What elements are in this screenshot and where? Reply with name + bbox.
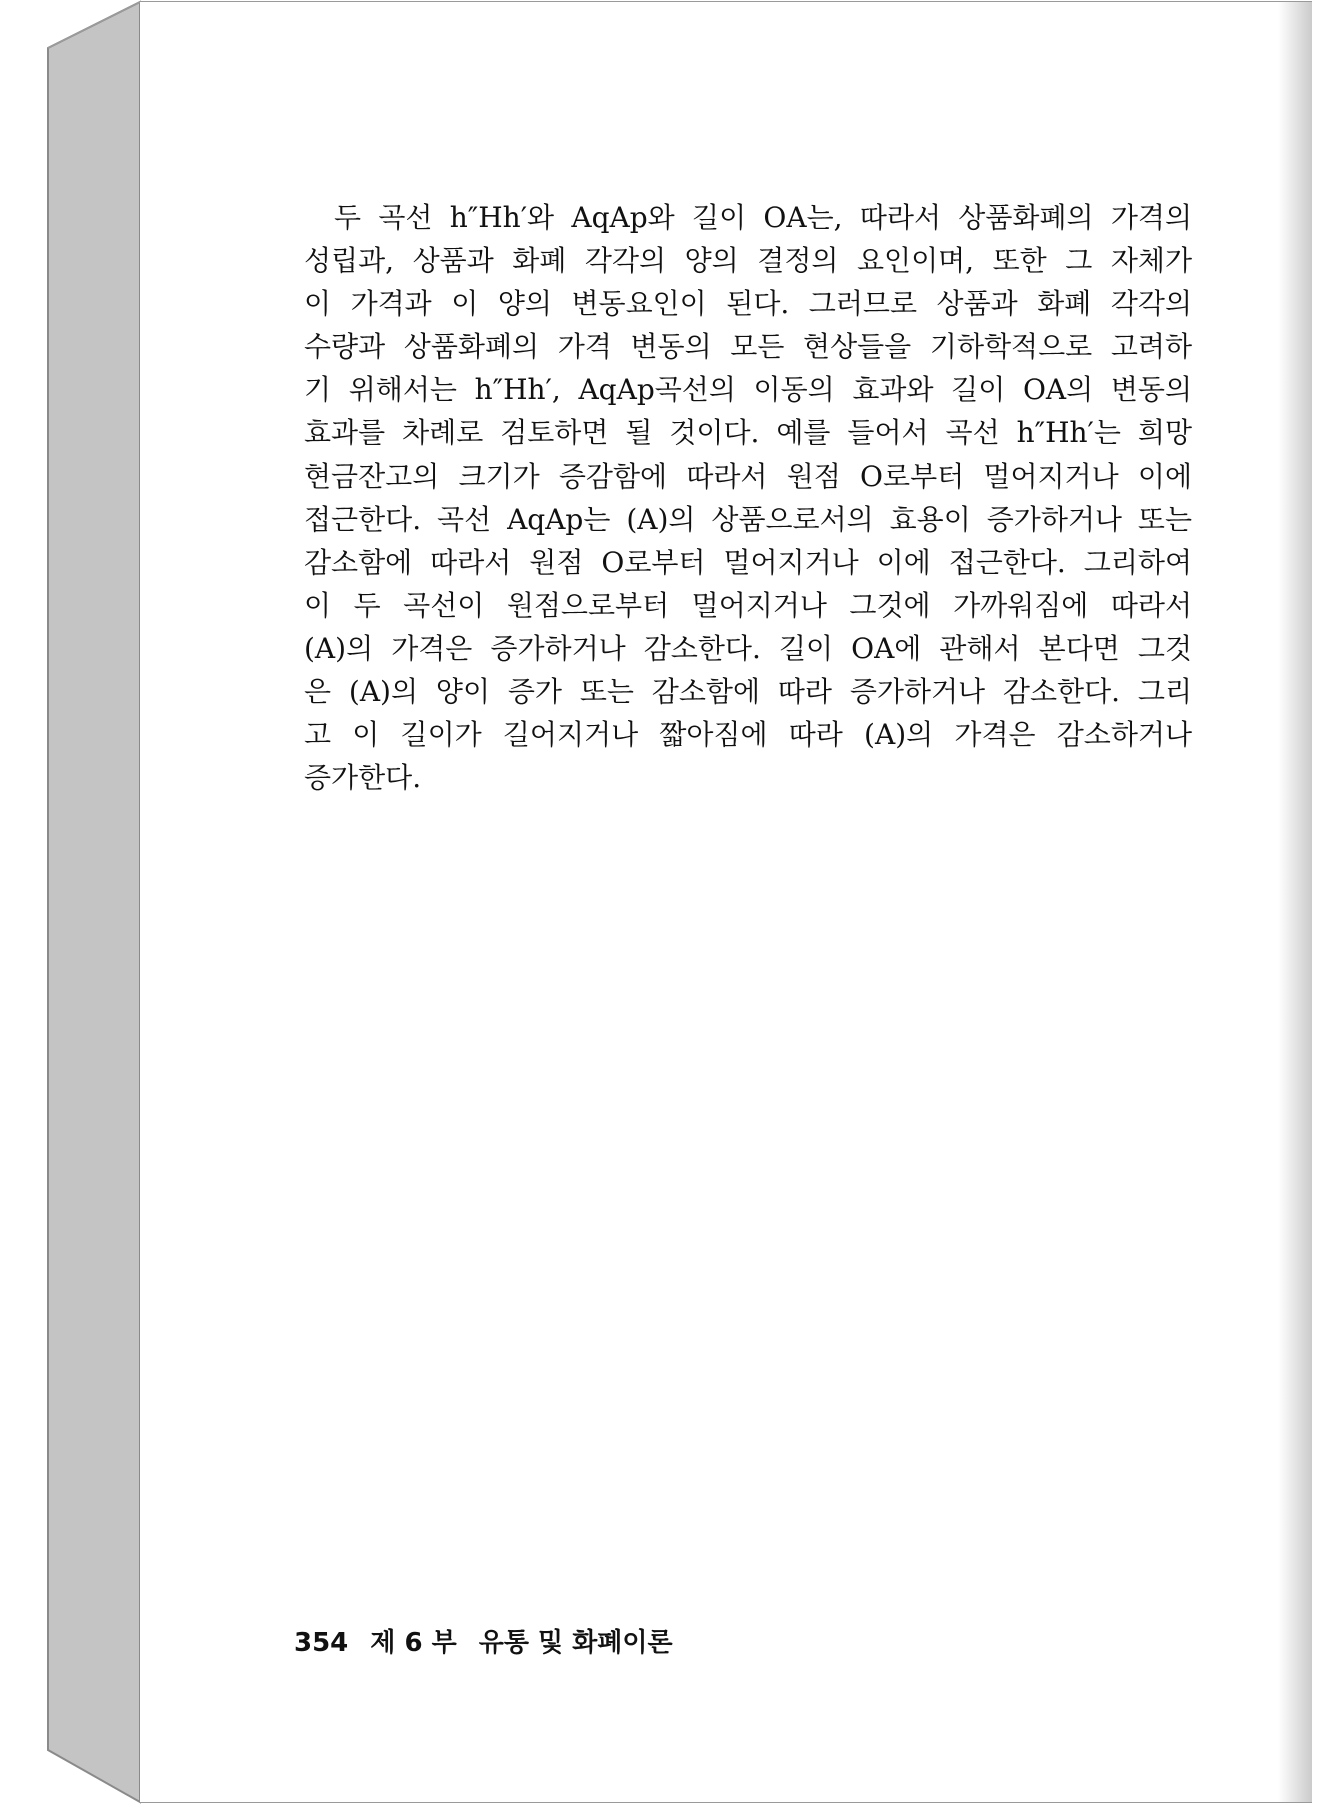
page-edge-shadow bbox=[1278, 2, 1312, 1802]
text-line: 증가한다. bbox=[304, 761, 422, 795]
text-line: 이 가격과 이 양의 변동요인이 된다. 그러므로 상품과 화폐 각각의 bbox=[304, 287, 1192, 321]
page-footer bbox=[294, 1622, 695, 1659]
body-paragraph bbox=[304, 196, 1192, 799]
part-title: 유통 및 화폐이론 bbox=[478, 1628, 673, 1658]
text-line: 현금잔고의 크기가 증감함에 따라서 원점 O로부터 멀어지거나 이에 bbox=[304, 459, 1192, 493]
text-line: 은 (A)의 양이 증가 또는 감소함에 따라 증가하거나 감소한다. 그리 bbox=[304, 675, 1192, 709]
text-line: (A)의 가격은 증가하거나 감소한다. 길이 OA에 관해서 본다면 그것 bbox=[304, 631, 1192, 665]
text-line: 감소함에 따라서 원점 O로부터 멀어지거나 이에 접근한다. 그리하여 bbox=[304, 545, 1192, 579]
text-line: 접근한다. 곡선 AqAp는 (A)의 상품으로서의 효용이 증가하거나 또는 bbox=[304, 502, 1192, 536]
text-line: 고 이 길이가 길어지거나 짧아짐에 따라 (A)의 가격은 감소하거나 bbox=[304, 718, 1192, 752]
text-line: 이 두 곡선이 원점으로부터 멀어지거나 그것에 가까워짐에 따라서 bbox=[304, 588, 1192, 622]
text-line: 효과를 차례로 검토하면 될 것이다. 예를 들어서 곡선 h″Hh′는 희망 bbox=[304, 416, 1192, 450]
page-number: 354 bbox=[294, 1628, 349, 1658]
text-line: 성립과, 상품과 화폐 각각의 양의 결정의 요인이며, 또한 그 자체가 bbox=[304, 244, 1192, 278]
part-label: 제 6 부 bbox=[370, 1628, 457, 1658]
text-line: 수량과 상품화폐의 가격 변동의 모든 현상들을 기하학적으로 고려하 bbox=[304, 330, 1192, 364]
text-line: 두 곡선 h″Hh′와 AqAp와 길이 OA는, 따라서 상품화폐의 가격의 bbox=[334, 201, 1192, 234]
text-line: 기 위해서는 h″Hh′, AqAp곡선의 이동의 효과와 길이 OA의 변동의 bbox=[304, 373, 1192, 407]
